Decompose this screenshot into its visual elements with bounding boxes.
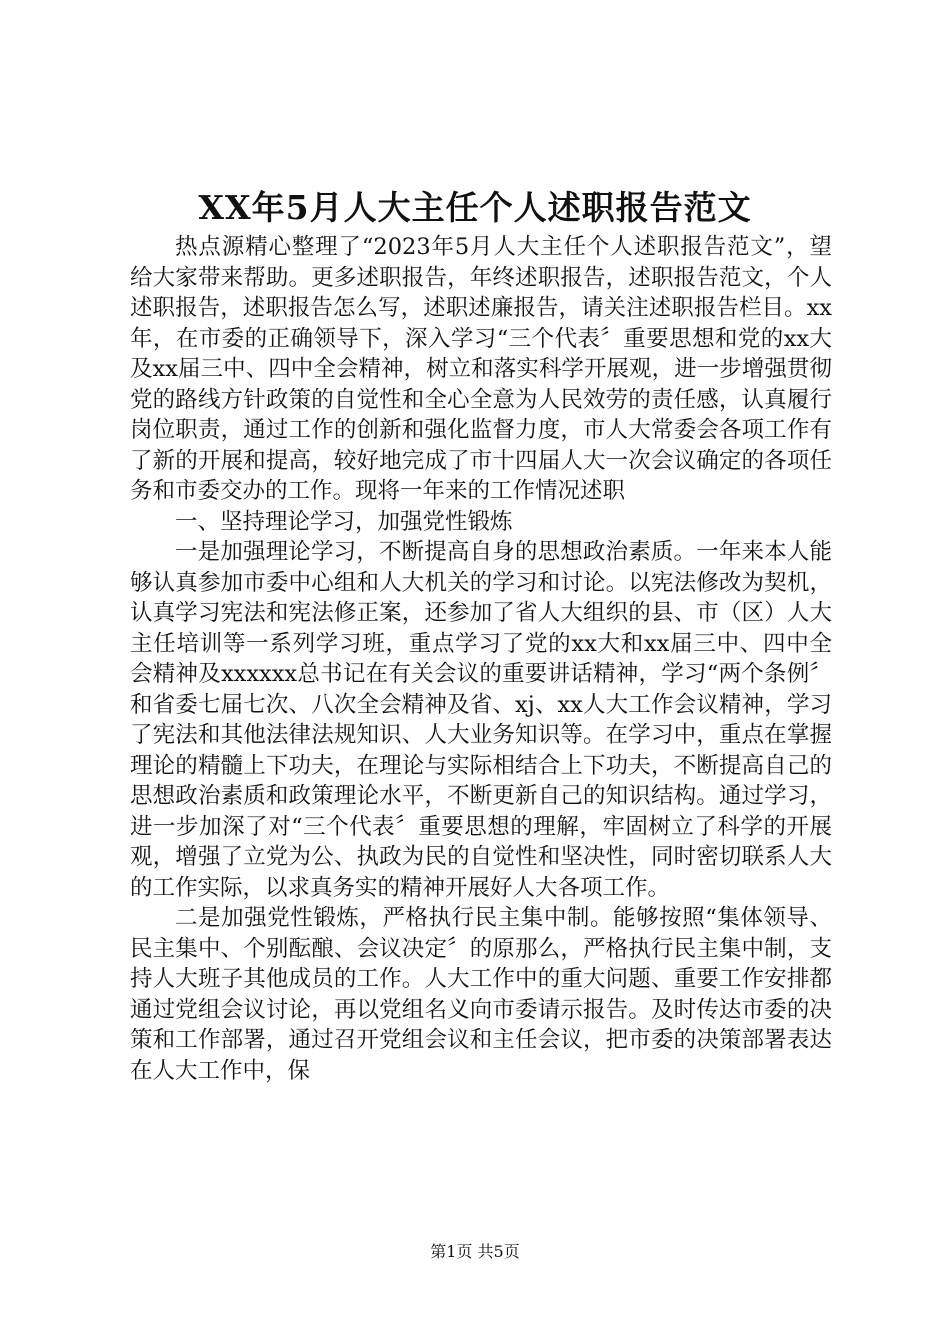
document-body	[130, 232, 832, 1086]
paragraph-intro: 热点源精心整理了“2023年5月人大主任个人述职报告范文”，望给大家带来帮助。更多述职报告，年终述职报告，述职报告范文，个人述职报告，述职报告怎么写，述职述廉报告，请关注述职报告栏目。xx年，在市委的正确领导下，深入学习“三个代表〞重要思想和党的xx大及xx届三中、四中全会精神，树立和落实科学开展观，进一步增强贯彻党的路线方针政策的自觉性和全心全意为人民效劳的责任感，认真履行岗位职责，通过工作的创新和强化监督力度，市人大常委会各项工作有了新的开展和提高，较好地完成了市十四届人大一次会议确定的各项任务和市委交办的工作。现将一年来的工作情况述职	[130, 234, 832, 504]
page-number-footer: 第1页 共5页	[430, 1242, 520, 1261]
section-heading: 一、坚持理论学习，加强党性锻炼	[175, 508, 513, 535]
paragraph-party-discipline: 二是加强党性锻炼，严格执行民主集中制。能够按照“集体领导、民主集中、个别酝酿、会议决定〞的原那么，严格执行民主集中制，支持人大班子其他成员的工作。人大工作中的重大问题、重要工作安排都通过党组会议讨论，再以党组名义向市委请示报告。及时传达市委的决策和工作部署，通过召开党组会议和主任会议，把市委的决策部署表达在人大工作中，保	[130, 905, 832, 1084]
document-title: XX年5月人大主任个人述职报告范文	[198, 188, 752, 227]
paragraph-theory-study: 一是加强理论学习，不断提高自身的思想政治素质。一年来本人能够认真参加市委中心组和人大机关的学习和讨论。以宪法修改为契机，认真学习宪法和宪法修正案，还参加了省人大组织的县、市（区）人大主任培训等一系列学习班，重点学习了党的xx大和xx届三中、四中全会精神及xxxxxx总书记在有关会议的重要讲话精神，学习“两个条例〞和省委七届七次、八次全会精神及省、xj、xx人大工作会议精神，学习了宪法和其他法律法规知识、人大业务知识等。在学习中，重点在掌握理论的精髓上下功夫，在理论与实际相结合上下功夫，不断提高自己的思想政治素质和政策理论水平，不断更新自己的知识结构。通过学习，进一步加深了对“三个代表〞重要思想的理解，牢固树立了科学的开展观，增强了立党为公、执政为民的自觉性和坚决性，同时密切联系人大的工作实际，以求真务实的精神开展好人大各项工作。	[130, 539, 832, 901]
